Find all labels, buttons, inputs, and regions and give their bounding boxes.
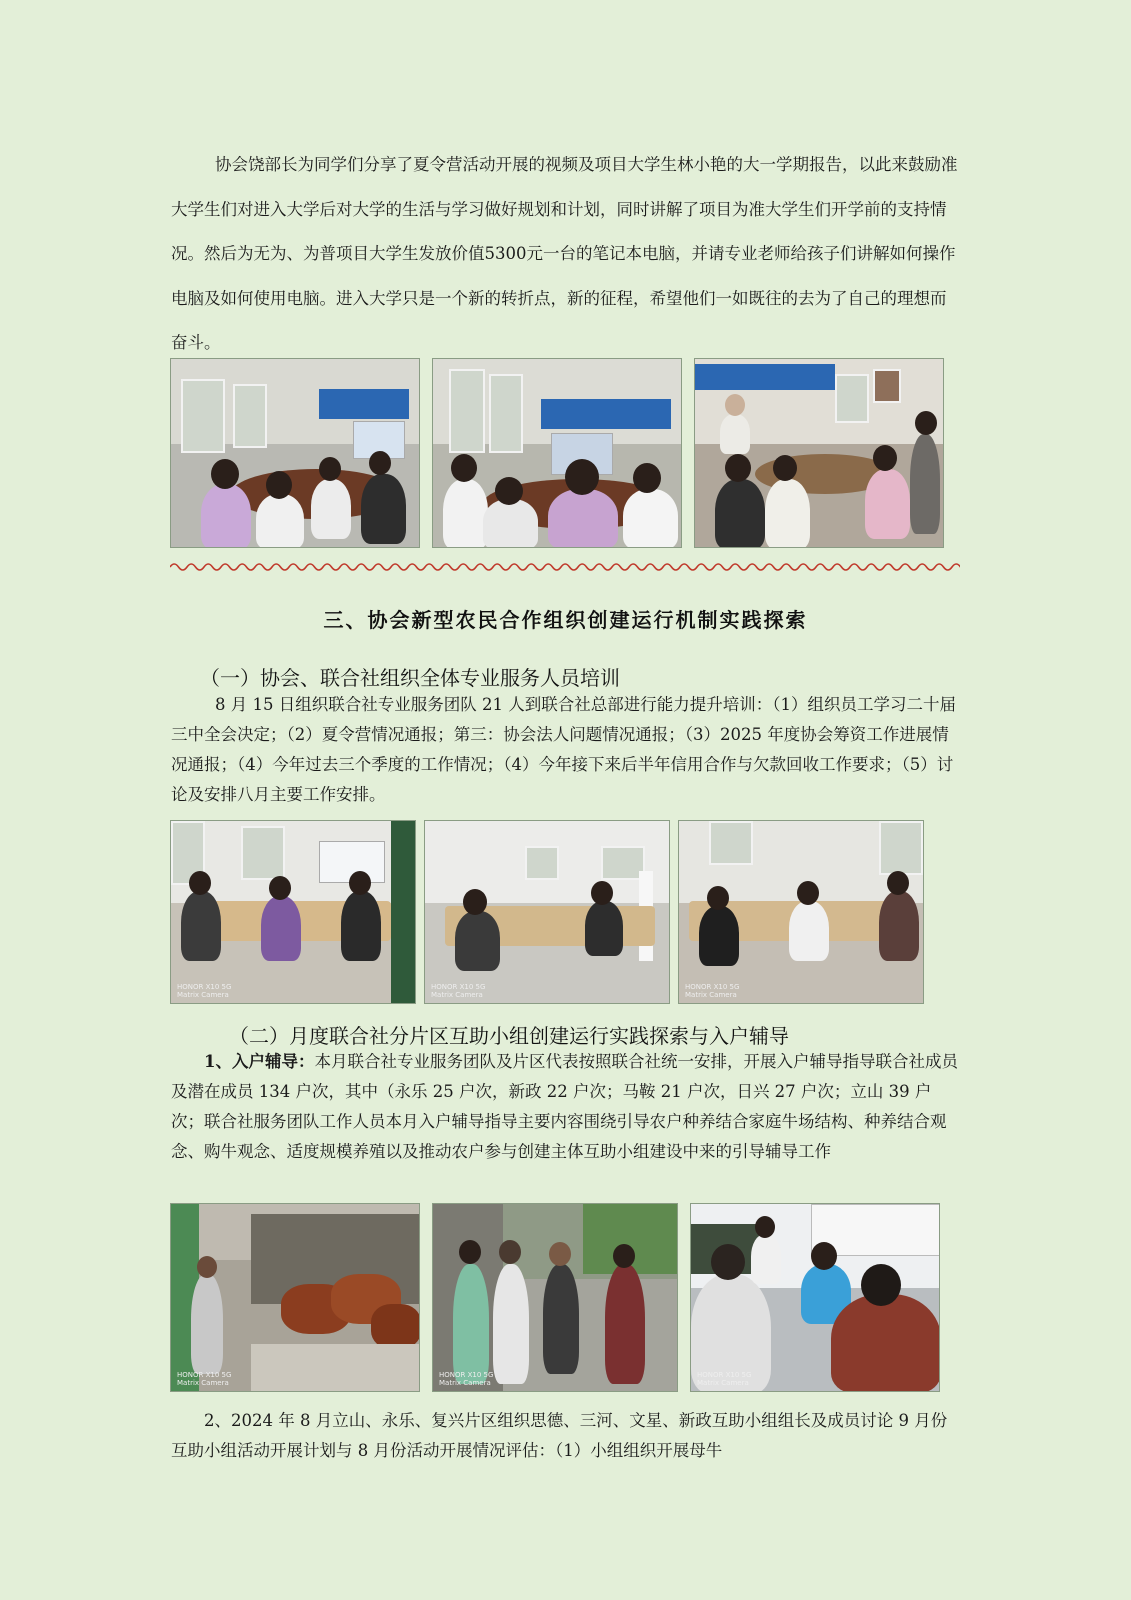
camera-watermark: HONOR X10 5G Matrix Camera (177, 983, 232, 999)
photo-office-visit (690, 1203, 940, 1392)
subsection-title-home-visits: （二）月度联合社分片区互助小组创建运行实践探索与入户辅导 (229, 1024, 789, 1048)
photo-farmer-conversation (432, 1203, 678, 1392)
camera-watermark: HONOR X10 5G Matrix Camera (439, 1371, 494, 1387)
photo-meeting-3 (694, 358, 944, 548)
camera-watermark: HONOR X10 5G Matrix Camera (697, 1371, 752, 1387)
photo-training-2 (424, 820, 670, 1004)
photo-row-training (170, 820, 924, 1004)
photo-row-student-meeting (170, 358, 944, 548)
wavy-divider (170, 560, 960, 574)
camera-watermark: HONOR X10 5G Matrix Camera (431, 983, 486, 999)
photo-meeting-2 (432, 358, 682, 548)
paragraph-training: 8 月 15 日组织联合社专业服务团队 21 人到联合社总部进行能力提升培训：（1）组织员工学习二十届三中全会决定；（2）夏令营情况通报；第三：协会法人问题情况通报；（3）2025 年度协会筹资工作进展情况通报；（4）今年过去三个季度的工作情况；（4）今年接下来后半年信用合作与欠款回收工作要求；（5）讨论及安排八月主要工作安排。 (171, 695, 956, 804)
camera-watermark: HONOR X10 5G Matrix Camera (177, 1371, 232, 1387)
paragraph-laptop-distribution: 协会饶部长为同学们分享了夏令营活动开展的视频及项目大学生林小艳的大一学期报告，以此来鼓励准大学生们对进入大学后对大学的生活与学习做好规划和计划，同时讲解了项目为准大学生们开学前的支持情况。然后为无为、为普项目大学生发放价值5300元一台的笔记本电脑，并请专业老师给孩子们讲解如何操作电脑及如何使用电脑。进入大学只是一个新的转折点，新的征程，希望他们一如既往的去为了自己的理想而奋斗。 (171, 155, 958, 352)
photo-training-1 (170, 820, 416, 1004)
photo-cattle-barn (170, 1203, 420, 1392)
subsection-title-training: （一）协会、联合社组织全体专业服务人员培训 (200, 666, 620, 690)
camera-watermark: HONOR X10 5G Matrix Camera (685, 983, 740, 999)
photo-training-3 (678, 820, 924, 1004)
photo-row-home-visits (170, 1203, 940, 1392)
paragraph-group-discussion: 2、2024 年 8 月立山、永乐、复兴片区组织思德、三河、文星、新政互助小组组长及成员讨论 9 月份互助小组活动开展计划与 8 月份活动开展情况评估：（1）小组组织开展母牛 (171, 1411, 948, 1460)
photo-meeting-1 (170, 358, 420, 548)
paragraph-home-visits: 1、入户辅导：本月联合社专业服务团队及片区代表按照联合社统一安排，开展入户辅导指导联合社成员及潜在成员 134 户次，其中（永乐 25 户次，新政 22 户次；马鞍 21 户次，日兴 27 户次；立山 39 户次；联合社服务团队工作人员本月入户辅导指导主要内容围绕引导农户种养结合家庭牛场结构、种养结合观念、购牛观念、适度规模养殖以及推动农户参与创建主体互助小组建设中来的引导辅导工作 (171, 1052, 958, 1161)
section-title: 三、协会新型农民合作组织创建运行机制实践探索 (323, 608, 808, 632)
